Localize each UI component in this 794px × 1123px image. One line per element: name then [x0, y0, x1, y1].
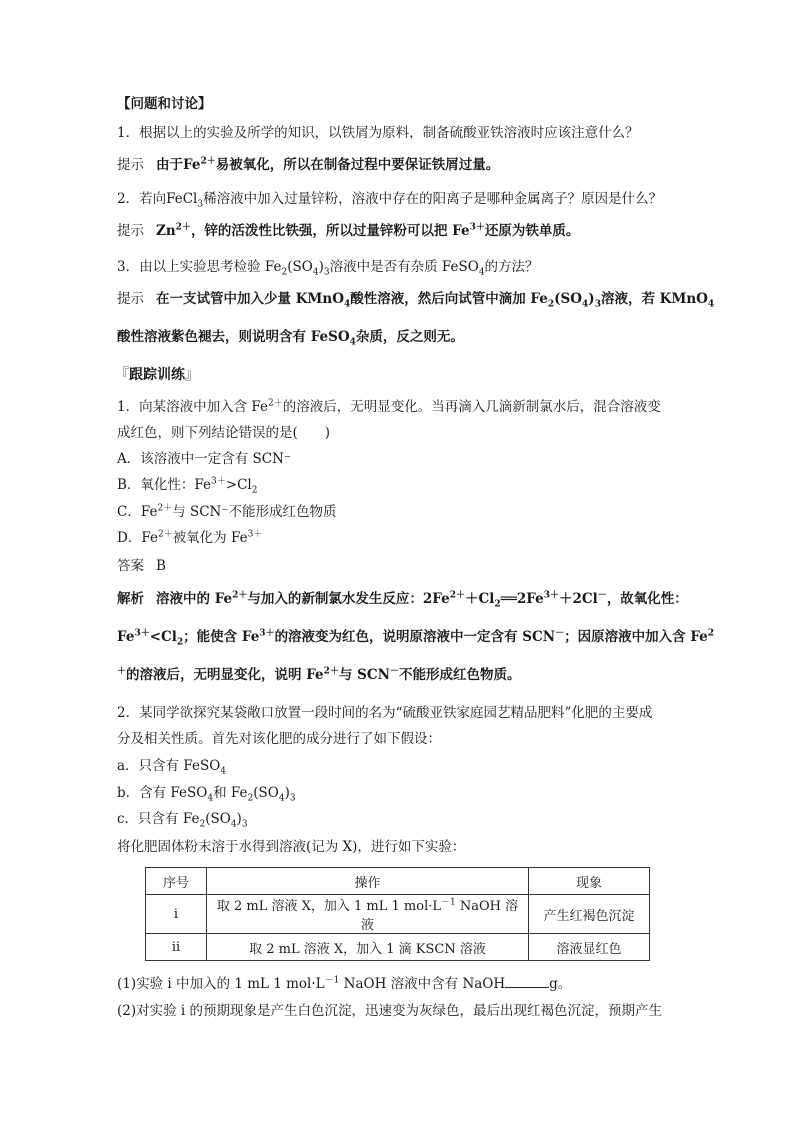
discussion-question-3: 3．由以上实验思考检验 $Fe_2(SO_4)_3$溶液中是否有杂质 FeSO$_4$的方法？ [117, 259, 539, 278]
discussion-hint-2 [117, 222, 579, 240]
table-row [146, 934, 650, 961]
hypothesis-a: a．只含有 FeSO$_4$ [117, 758, 227, 777]
answer-label: 答案 [117, 558, 144, 574]
answer-blank[interactable] [505, 975, 549, 988]
table-header-cell: 现象 [529, 868, 650, 895]
table-cell-result: 溶液显红色 [529, 934, 650, 961]
table-cell-no: i [146, 895, 207, 934]
answer-value: B [156, 558, 166, 574]
hypothesis-b: b．含有 FeSO$_4$和 $Fe_2(SO_4)_3$ [117, 785, 296, 804]
hint-label: 提示 [117, 223, 144, 239]
table-row [146, 895, 650, 934]
training-question-2-line-2: 分及相关性质。首先对该化肥的成分进行了如下假设： [117, 731, 441, 747]
hint-text: 由于$Fe^{2+}$易被氧化，所以在制备过程中要保证铁屑过量。 [156, 156, 500, 173]
hypothesis-c: c．只含有 $Fe_2(SO_4)_3$ [117, 811, 248, 830]
analysis-line-2: $Fe^{3+}<Cl_2$；能使含 $Fe^{3+}$的溶液变为红色，说明原溶液中一定含有 SCN－；因原溶液中加入含 Fe$^2$ [117, 628, 715, 648]
table-header-row [146, 868, 650, 895]
option-c: C．$Fe^{2+}$与 SCN⁻不能形成红色物质 [117, 503, 337, 520]
hint-label: 提示 [117, 157, 144, 173]
option-a: A．该溶液中一定含有 SCN⁻ [117, 451, 292, 467]
discussion-hint-3-continued: 酸性溶液紫色褪去，则说明含有 FeSO$_4$杂质，反之则无。 [117, 329, 464, 348]
training-question-2-line-1: 2．某同学欲探究某袋敞口放置一段时间的名为“硫酸亚铁家庭园艺精品肥料”化肥的主要成 [117, 705, 653, 721]
table-header-cell: 序号 [146, 868, 207, 895]
discussion-hint-1 [117, 156, 499, 174]
training-question-1-line-1: 1．向某溶液中加入含 $Fe^{2+}$的溶液后，无明显变化。当再滴入几滴新制氯水后，混合溶液变 [117, 398, 661, 415]
training-heading: 『跟踪训练』 [115, 367, 199, 383]
option-d: D．$Fe^{2+}$被氧化为 $Fe^{3+}$ [117, 529, 263, 546]
experiment-table [145, 867, 650, 961]
discussion-heading: 【问题和讨论】 [117, 96, 212, 112]
answer [117, 557, 166, 575]
discussion-hint-3 [117, 290, 714, 308]
table-cell-operation: 取 2 mL 溶液 X，加入 1 滴 KSCN 溶液 [207, 934, 529, 961]
procedure-text: 将化肥固体粉末溶于水得到溶液(记为 X)，进行如下实验： [117, 839, 466, 855]
discussion-question-1: 1．根据以上的实验及所学的知识，以铁屑为原料，制备硫酸亚铁溶液时应该注意什么？ [117, 125, 639, 141]
hint-text: $Zn^{2+}$，锌的活泼性比铁强，所以过量锌粉可以把 $Fe^{3+}$还原为铁单质。 [156, 222, 580, 239]
table-header-cell: 操作 [207, 868, 529, 895]
analysis-line-3: ＋的溶液后，无明显变化，说明 $Fe^{2+}$与 SCN－不能形成红色物质。 [117, 666, 521, 683]
hint-label: 提示 [117, 291, 144, 307]
sub-question-1: (1)实验 i 中加入的 1 mL 1 $mol\cdot L^{-1}$ NaOH 溶液中含有 NaOH g。 [117, 975, 572, 992]
hint-text: 在一支试管中加入少量 KMnO$_4$酸性溶液，然后向试管中滴加 $Fe_2(SO_4)_3$溶液，若 KMnO$_4$ [156, 291, 715, 310]
table-cell-result: 产生红褐色沉淀 [529, 895, 650, 934]
analysis-line-1: 解析 溶液中的 $Fe^{2+}$与加入的新制氯水发生反应：$2Fe^{2+}+Cl_2══2Fe^{3+}+2Cl^-$，故氧化性： [117, 590, 688, 610]
training-question-1-line-2: 成红色，则下列结论错误的是( ) [117, 425, 331, 441]
table-cell-operation: 取 2 mL 溶液 X，加入 1 mL 1 $mol\cdot L^{-1}$ NaOH 溶液 [207, 895, 529, 934]
sub-question-2: (2)对实验 i 的预期现象是产生白色沉淀，迅速变为灰绿色，最后出现红褐色沉淀，预期产生 [117, 1003, 663, 1019]
table-cell-no: ii [146, 934, 207, 961]
option-b: B．氧化性：$Fe^{3+}>Cl_2$ [117, 476, 258, 496]
discussion-question-2: 2．若向FeCl$_3$稀溶液中加入过量锌粉，溶液中存在的阳离子是哪种金属离子？原因是什么？ [117, 191, 663, 210]
analysis-label: 解析 [117, 591, 144, 607]
